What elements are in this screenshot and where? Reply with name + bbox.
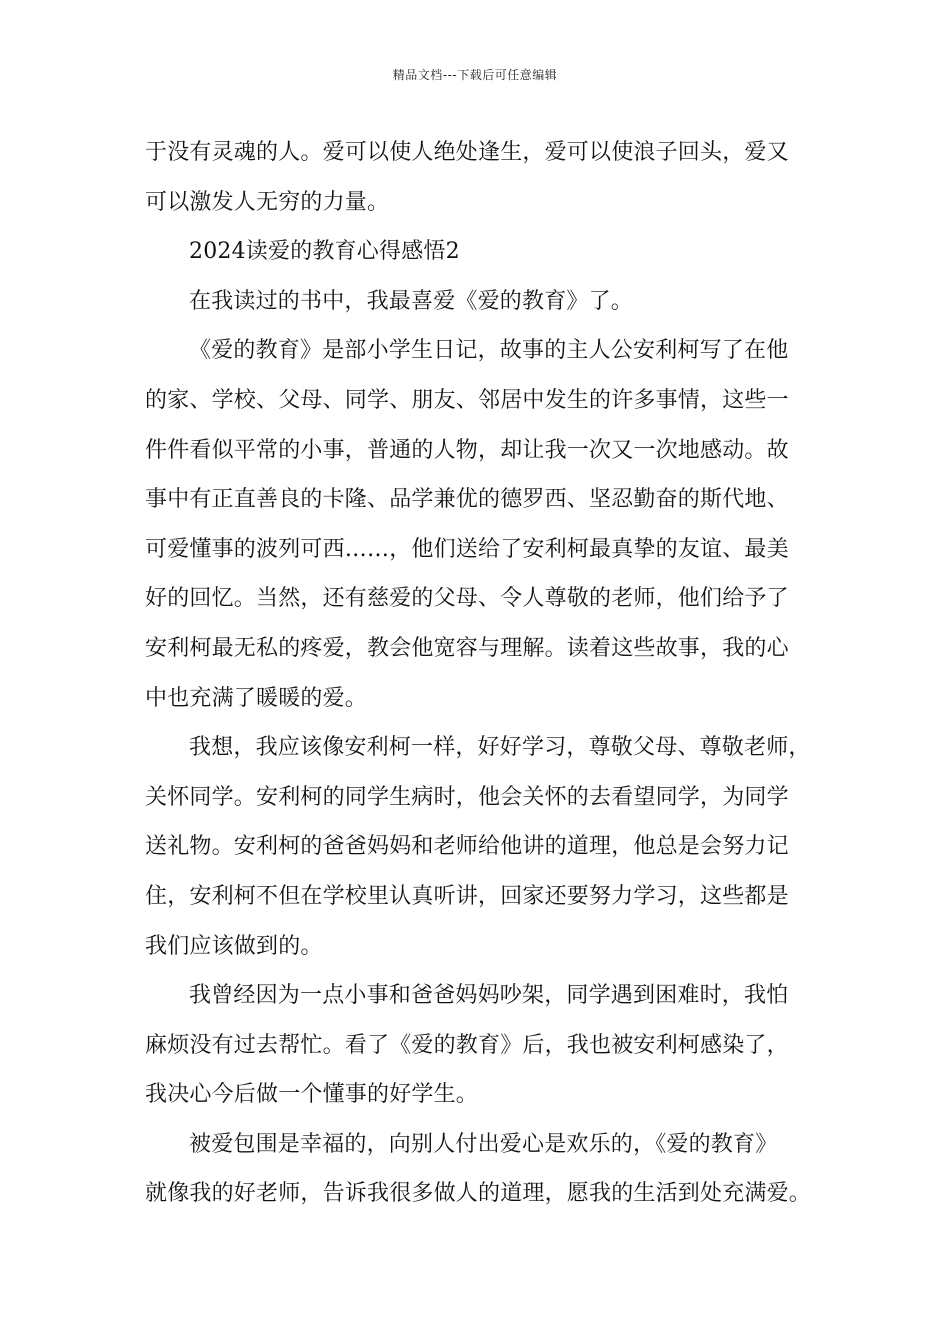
text-line: 就像我的好老师，告诉我很多做人的道理，愿我的生活到处充满爱。 [145,1181,812,1207]
text-line: 好的回忆。当然，还有慈爱的父母、令人尊敬的老师，他们给予了 [145,586,789,612]
text-line: 的家、学校、父母、同学、朋友、邻居中发生的许多事情，这些一 [145,387,789,413]
text-line: 事中有正直善良的卡隆、品学兼优的德罗西、坚忍勤奋的斯代地、 [145,487,789,513]
paragraph-first-line: 《爱的教育》是部小学生日记，故事的主人公安利柯写了在他 [189,338,789,364]
page-header: 精品文档---下载后可任意编辑 [392,68,558,82]
text-line: 麻烦没有过去帮忙。看了《爱的教育》后，我也被安利柯感染了， [145,1032,789,1058]
document-body [145,128,815,1219]
paragraph-first-line: 2024读爱的教育心得感悟2 [189,239,460,265]
paragraph-first-line: 被爱包围是幸福的，向别人付出爱心是欢乐的，《爱的教育》 [189,1131,778,1157]
text-line: 我们应该做到的。 [145,933,323,959]
text-line: 件件看似平常的小事，普通的人物，却让我一次又一次地感动。故 [145,437,789,463]
text-line: 我决心今后做一个懂事的好学生。 [145,1082,479,1108]
text-line: 送礼物。安利柯的爸爸妈妈和老师给他讲的道理，他总是会努力记 [145,834,789,860]
text-line: 安利柯最无私的疼爱，教会他宽容与理解。读着这些故事，我的心 [145,635,789,661]
text-line: 住，安利柯不但在学校里认真听讲，回家还要努力学习，这些都是 [145,883,789,909]
paragraph-first-line: 我曾经因为一点小事和爸爸妈妈吵架，同学遇到困难时，我怕 [189,983,789,1009]
paragraph-first-line: 我想，我应该像安利柯一样，好好学习，尊敬父母、尊敬老师， [189,735,811,761]
text-line: 可以激发人无穷的力量。 [145,189,390,215]
text-line: 可爱懂事的波列可西……，他们送给了安利柯最真挚的友谊、最美 [145,536,789,562]
text-line: 中也充满了暖暖的爱。 [145,685,368,711]
text-line: 关怀同学。安利柯的同学生病时，他会关怀的去看望同学，为同学 [145,784,789,810]
paragraph-first-line: 在我读过的书中，我最喜爱《爱的教育》了。 [189,288,634,314]
text-line: 于没有灵魂的人。爱可以使人绝处逢生，爱可以使浪子回头，爱又 [145,140,789,165]
